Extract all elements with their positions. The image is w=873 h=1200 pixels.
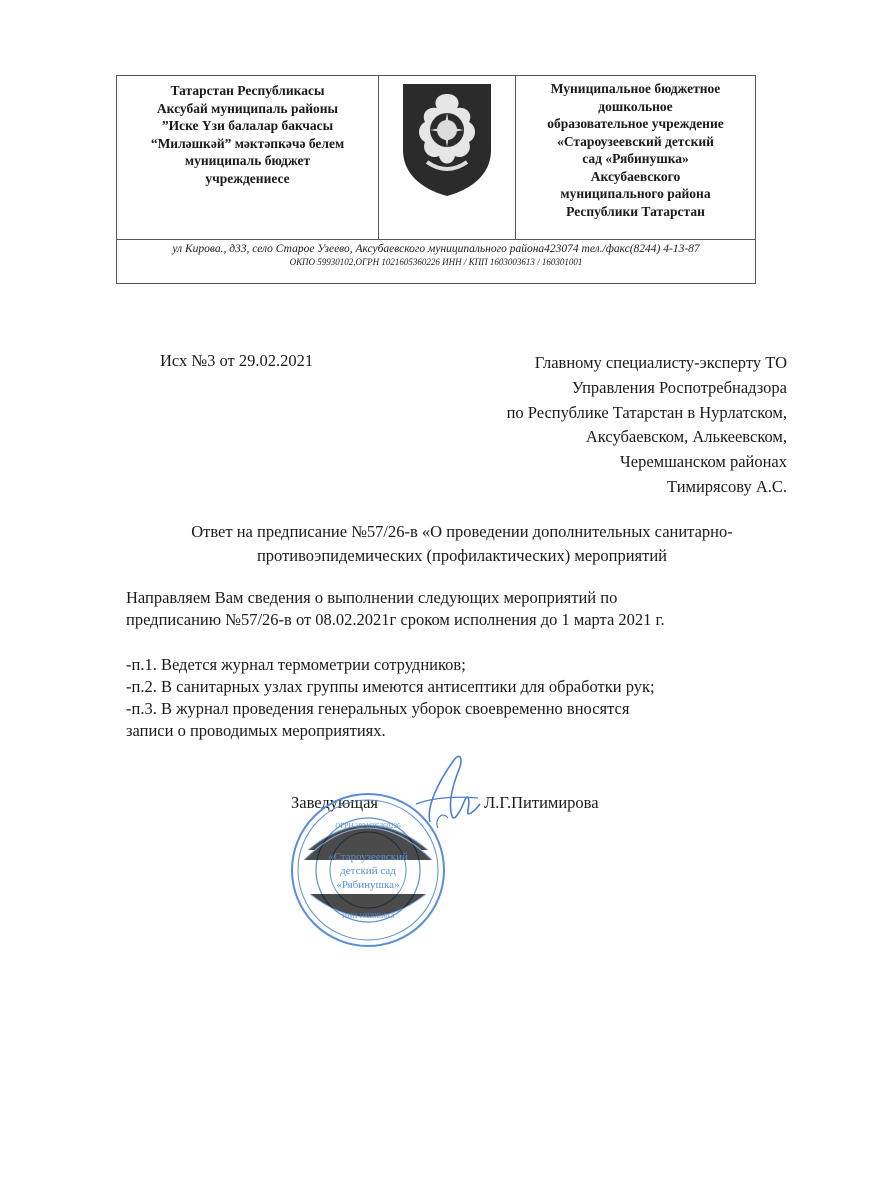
addressee-block [387,351,787,500]
signatory-name: Л.Г.Питимирова [484,793,599,812]
header-left-line: Татарстан Республикасы [170,83,325,98]
outgoing-reference: Исх №3 от 29.02.2021 [160,351,314,370]
addressee-line: по Республике Татарстан в Нурлатском, [506,402,787,422]
list-item: -п.2. В санитарных узлах группы имеются антисептики для обработки рук; [126,677,655,696]
official-stamp-icon [288,790,448,950]
header-right-line: Республики Татарстан [566,203,705,219]
letterhead-russian-block [516,76,755,239]
registration-codes: ОКПО 59930102,ОГРН 1021605360226 ИНН / КПП 1603003613 / 160301001 [289,257,583,267]
subject-line: Ответ на предписание №57/26-в «О проведении дополнительных санитарно- [191,522,733,541]
signatory-title: Заведующая [291,793,378,812]
coat-of-arms-icon [397,80,497,198]
letter-subject [120,520,804,568]
addressee-line: Главному специалисту-эксперту ТО [534,353,787,372]
measures-list [126,654,826,742]
addressee-line: Тимирясову А.С. [667,476,787,496]
header-left-line: ”Иске Үзи балалар бакчасы [161,118,334,133]
letterhead [116,75,756,284]
header-right-line: «Староузеевский детский [557,133,714,149]
intro-line: предписанию №57/26-в от 08.02.2021г сроком исполнения до 1 марта 2021 г. [126,610,665,629]
header-left-line: муниципаль бюджет [184,153,311,168]
stamp-center-text: детский сад [340,865,396,877]
header-left-line: Аксубай муниципаль районы [156,100,339,116]
intro-line: Направляем Вам сведения о выполнении следующих мероприятий по [126,588,618,607]
stamp-ogrn-text: ОГРН 1021605360226 [335,822,401,830]
stamp-inn-text: ИНН 1603003613 [342,912,394,920]
letterhead-crest-cell [379,76,516,239]
addressee-line: Управления Роспотребнадзора [571,377,787,397]
addressee-line: Аксубаевском, Алькеевском, [585,427,787,447]
list-item: -п.3. В журнал проведения генеральных уборок своевременно вносятся [126,699,630,718]
list-item: -п.1. Ведется журнал термометрии сотрудников; [126,655,466,674]
header-right-line: образовательное учреждение [547,116,724,131]
header-right-line: дошкольное [598,98,673,114]
intro-paragraph [126,587,826,631]
header-left-line: учреждениесе [205,170,290,186]
stamp-center-text: «Староузеевский [328,851,408,863]
header-right-line: Муниципальное бюджетное [550,81,721,96]
address-line: ул Кирова., д33, село Старое Узеево, Аксубаевского муниципального района423074 тел./факс(8244) 4-13-87 [172,243,700,255]
header-left-line: “Миләшкәй” мәктәпкәчә белем [150,135,345,151]
letterhead-tatar-block [117,76,379,239]
subject-line: противоэпидемических (профилактических) мероприятий [256,546,668,565]
header-right-line: сад «Рябинушка» [582,151,689,166]
stamp-center-text: «Рябинушка» [336,879,400,891]
header-right-line: Аксубаевского [590,168,681,184]
letterhead-address [117,239,755,284]
list-item: записи о проводимых мероприятиях. [126,721,386,740]
addressee-line: Черемшанском районах [620,452,787,472]
header-right-line: муниципального района [560,186,711,201]
